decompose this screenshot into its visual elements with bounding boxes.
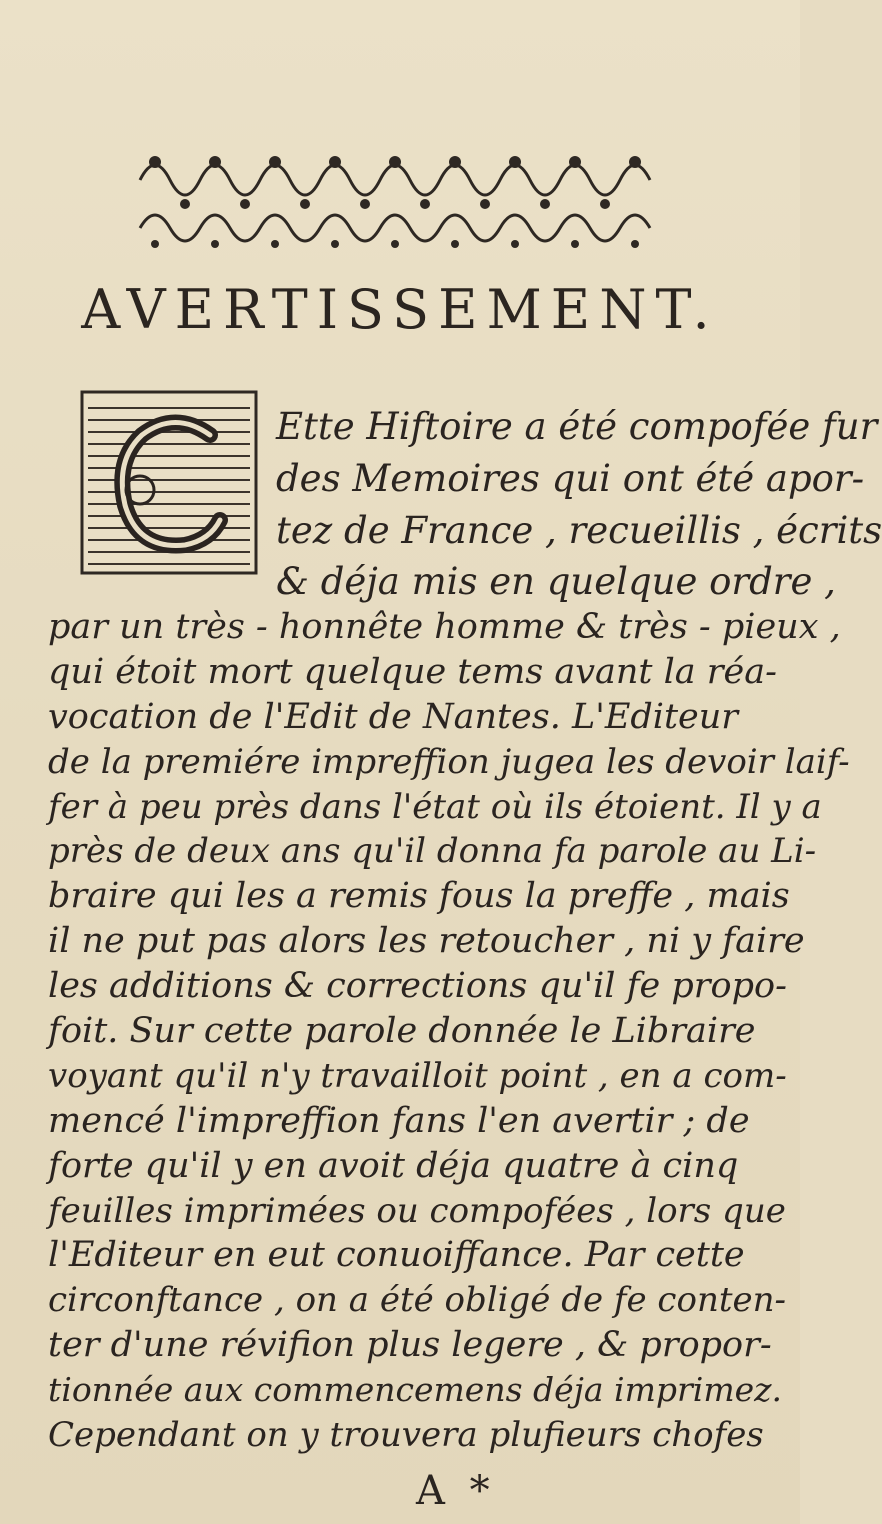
text-line-22: tionnée aux commencemens déja imprimez. (48, 1370, 783, 1409)
text-line-1: Ette Hiftoire a été compofée fur (276, 405, 878, 448)
text-line-14: foit. Sur cette parole donnée le Libraire (48, 1011, 756, 1051)
text-line-9: fer à peu près dans l'état où ils étoient. Il y a (48, 787, 822, 827)
text-line-12: il ne put pas alors les retoucher , ni y faire (48, 921, 805, 961)
text-line-2: des Memoires qui ont été apor- (276, 457, 865, 500)
text-line-17: forte qu'il y en avoit déja quatre à cinq (48, 1146, 739, 1186)
text-line-8: de la premiére impreffion jugea les devoir laif- (48, 742, 850, 782)
text-line-4: & déja mis en quelque ordre , (276, 560, 836, 603)
text-line-23: Cependant on y trouvera plufieurs chofes (48, 1415, 764, 1455)
text-line-15: voyant qu'il n'y travailloit point , en a com- (48, 1056, 787, 1096)
text-line-13: les additions & corrections qu'il fe propo- (48, 966, 787, 1006)
text-line-16: mencé l'impreffion fans l'en avertir ; de (48, 1101, 750, 1141)
text-line-10: près de deux ans qu'il donna fa parole au Li- (48, 831, 817, 871)
text-line-5: par un très - honnête homme & très - pieux , (48, 607, 841, 647)
text-line-18: feuilles imprimées ou compofées , lors que (48, 1191, 786, 1231)
text-line-3: tez de France , recueillis , écrits (276, 509, 882, 552)
text-line-19: l'Editeur en eut conuoiffance. Par cette (48, 1235, 745, 1275)
text-line-20: circonftance , on a été obligé de fe conten- (48, 1280, 787, 1320)
text-line-7: vocation de l'Edit de Nantes. L'Editeur (48, 697, 739, 737)
text-line-6: qui étoit mort quelque tems avant la réa- (48, 652, 777, 692)
text-line-11: braire qui les a remis fous la preffe , mais (48, 876, 790, 916)
signature-mark: A * (416, 1468, 496, 1514)
text-line-21: ter d'une révifion plus legere , & propor- (48, 1325, 772, 1365)
page-title: AVERTISSEMENT. (81, 278, 719, 341)
